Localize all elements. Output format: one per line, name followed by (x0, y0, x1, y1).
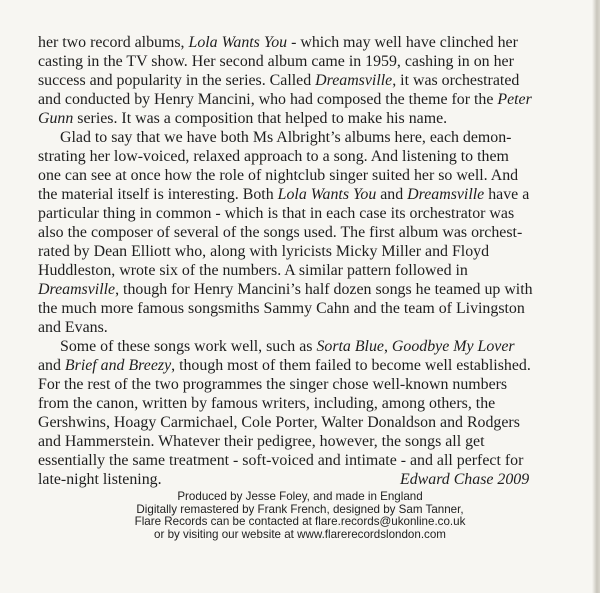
text-run: the much more famous songsmiths Sammy Cahn and the team of Livingston (38, 300, 525, 317)
text-line (38, 90, 570, 109)
text-run: Huddleston, wrote six of the numbers. A similar pattern followed in (38, 262, 468, 279)
credit-line: Digitally remastered by Frank French, designed by Sam Tanner, (136, 502, 464, 516)
italic-title: Goodbye My Lover (391, 338, 515, 355)
text-run: rated by Dean Elliott who, along with lyricists Micky Miller and Floyd (38, 243, 490, 260)
text-run: particular thing in common - which is that in each case its orchestrator was (38, 205, 515, 222)
liner-notes-text (38, 33, 570, 489)
text-line (38, 147, 570, 166)
italic-title: Dreamsville (407, 186, 485, 203)
text-line (38, 261, 570, 280)
credit-line: or by visiting our website at www.flarerecordslondon.com (154, 527, 446, 541)
text-run: - which may well have clinched her (287, 34, 518, 51)
italic-title: Gunn (38, 110, 74, 127)
text-run: Glad to say that we have both Ms Albright’s albums here, each demon- (60, 129, 512, 146)
text-line (38, 280, 570, 299)
text-line (38, 33, 570, 52)
text-run: success and popularity in the series. Called (38, 72, 316, 89)
text-run: essentially the same treatment - soft-voiced and intimate - and all perfect for (38, 452, 524, 469)
text-run: the material itself is interesting. Both (38, 186, 278, 203)
text-run: casting in the TV show. Her second album came in 1959, cashing in on her (38, 53, 514, 70)
text-line (38, 451, 570, 470)
text-run: have a (484, 186, 530, 203)
text-line (38, 413, 570, 432)
text-run: , (383, 338, 392, 355)
text-run: from the canon, written by famous writers, including, among others, the (38, 395, 496, 412)
text-run: and Hammerstein. Whatever their pedigree, however, the songs all get (38, 433, 485, 450)
text-line (38, 299, 570, 318)
final-line (38, 470, 570, 489)
text-run: strating her low-voiced, relaxed approach to a song. And listening to them (38, 148, 509, 165)
text-line (38, 356, 570, 375)
text-run: , though for Henry Mancini’s half dozen songs he teamed up with (115, 281, 533, 298)
text-run: For the rest of the two programmes the singer chose well-known numbers (38, 376, 508, 393)
author-signature: Edward Chase 2009 (400, 471, 530, 488)
italic-title: Peter (497, 91, 532, 108)
credit-line: Produced by Jesse Foley, and made in England (177, 490, 423, 503)
text-run: , it was orchestrated (392, 72, 520, 89)
text-run: one can see at once how the role of nightclub singer suited her so well. And (38, 167, 519, 184)
italic-title: Lola Wants You (277, 186, 377, 203)
final-line-text: late-night listening. (38, 471, 162, 488)
credits-block (0, 491, 600, 541)
text-run: and (38, 357, 65, 374)
text-line (38, 337, 570, 356)
text-line (38, 394, 570, 413)
text-run: , though most of them failed to become well established. (171, 357, 531, 374)
page-edge-shadow (592, 0, 600, 593)
italic-title: Sorta Blue (316, 338, 384, 355)
italic-title: Dreamsville (38, 281, 116, 298)
text-line (38, 71, 570, 90)
text-run: Gershwins, Hoagy Carmichael, Cole Porter, Walter Donaldson and Rodgers (38, 414, 520, 431)
text-line (38, 318, 570, 337)
text-line (38, 109, 570, 128)
text-line (38, 166, 570, 185)
text-line (38, 242, 570, 261)
text-run: Some of these songs work well, such as (60, 338, 317, 355)
text-run: and Evans. (38, 319, 108, 336)
credit-line: Flare Records can be contacted at flare.records@ukonline.co.uk (134, 515, 466, 529)
text-run: also the composer of several of the songs used. The first album was orchest- (38, 224, 523, 241)
text-line (38, 128, 570, 147)
italic-title: Lola Wants You (188, 34, 288, 51)
text-line (38, 204, 570, 223)
text-run: and conducted by Henry Mancini, who had composed the theme for the (38, 91, 498, 108)
italic-title: Dreamsville (315, 72, 393, 89)
text-line (38, 223, 570, 242)
text-run: series. It was a composition that helped to make his name. (73, 110, 448, 127)
text-line (38, 185, 570, 204)
text-run: her two record albums, (38, 34, 189, 51)
text-line (38, 375, 570, 394)
text-line (38, 52, 570, 71)
text-line (38, 432, 570, 451)
text-run: and (376, 186, 408, 203)
italic-title: Brief and Breezy (64, 357, 172, 374)
